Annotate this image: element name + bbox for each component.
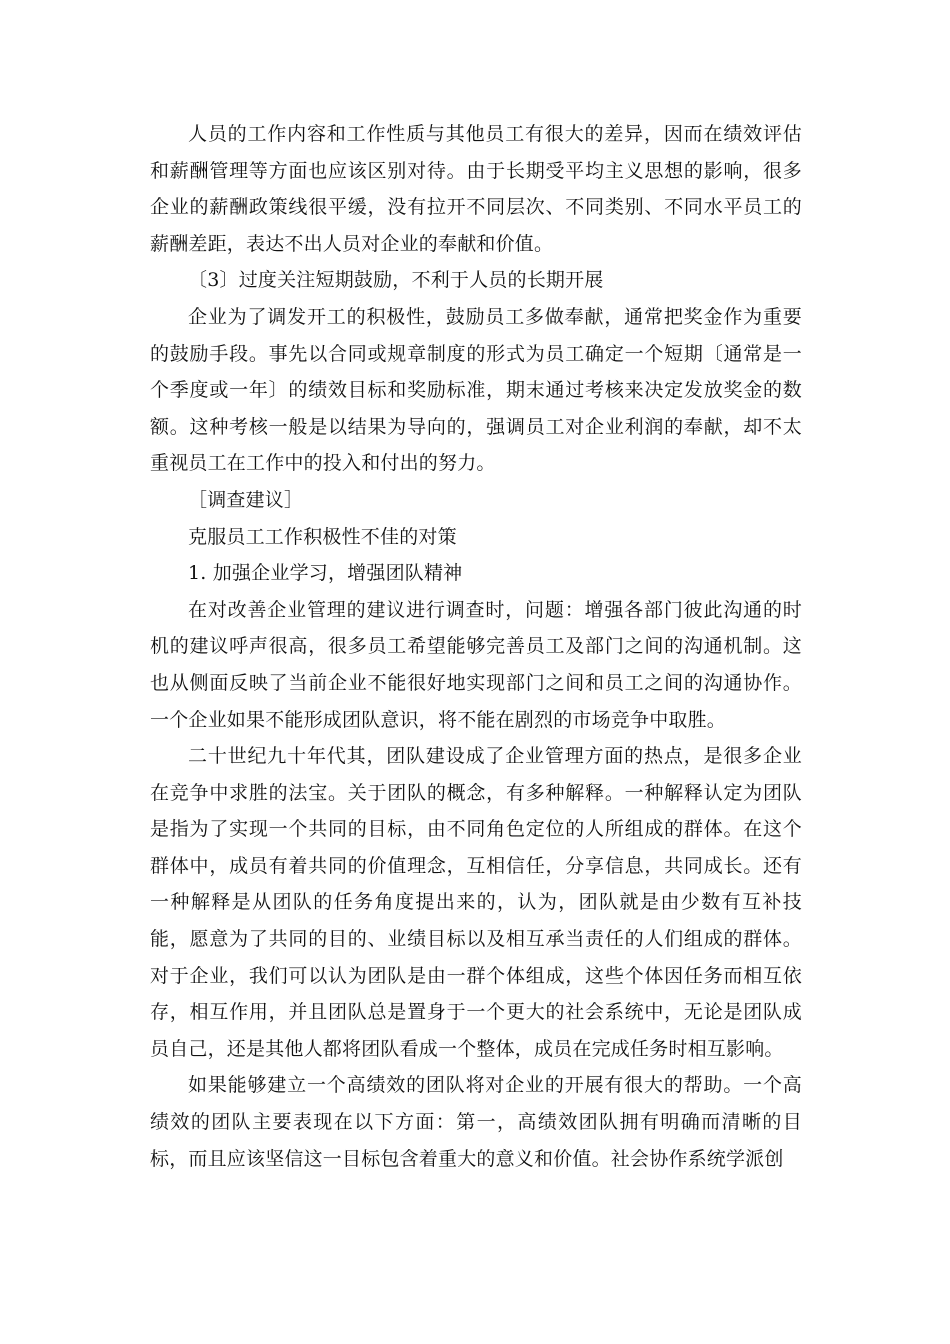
paragraph-bonus-incentive: 企业为了调发开工的积极性，鼓励员工多做奉献，通常把奖金作为重要的鼓励手段。事先以合同或规章制度的形式为员工确定一个短期〔通常是一个季度或一年〕的绩效目标和奖励标准，期末通过考核来决定发放奖金的数额。这种考核一般是以结果为导向的，强调员工对企业利润的奉献，却不太重视员工在工作中的投入和付出的努力。 [150,305,802,475]
paragraph-high-performance-team: 如果能够建立一个高绩效的团队将对企业的开展有很大的帮助。一个高绩效的团队主要表现在以下方面：第一，高绩效团队拥有明确而清晰的目标，而且应该坚信这一目标包含着重大的意义和价值。社会协作系统学派创 [150,1074,802,1170]
subheading-short-term-incentive: 〔3〕过度关注短期鼓励，不利于人员的长期开展 [188,269,604,292]
paragraph-communication-survey: 在对改善企业管理的建议进行调查时，问题：增强各部门彼此沟通的时机的建议呼声很高，很多员工希望能够完善员工及部门之间的沟通机制。这也从侧面反映了当前企业不能很好地实现部门之间和员工之间的沟通协作。一个企业如果不能形成团队意识，将不能在剧烈的市场竞争中取胜。 [150,598,802,731]
section-heading-survey-suggestions: ［调查建议］ [188,488,304,511]
paragraph-team-concept: 二十世纪九十年代其，团队建设成了企业管理方面的热点，是很多企业在竞争中求胜的法宝。关于团队的概念，有多种解释。一种解释认定为团队是指为了实现一个共同的目标，由不同角色定位的人所组成的群体。在这个群体中，成员有着共同的价值理念，互相信任，分享信息，共同成长。还有一种解释是从团队的任务角度提出来的，认为，团队就是由少数有互补技能，愿意为了共同的目的、业绩目标以及相互承当责任的人们组成的群体。对于企业，我们可以认为团队是由一群个体组成，这些个体因任务而相互依存，相互作用，并且团队总是置身于一个更大的社会系统中，无论是团队成员自己，还是其他人都将团队看成一个整体，成员在完成任务时相互影响。 [150,745,802,1060]
paragraph-compensation-differences: 人员的工作内容和工作性质与其他员工有很大的差异，因而在绩效评估和薪酬管理等方面也应该区别对待。由于长期受平均主义思想的影响，很多企业的薪酬政策线很平缓，没有拉开不同层次、不同类别、不同水平员工的薪酬差距，表达不出人员对企业的奉献和价值。 [150,123,802,255]
subheading-team-spirit: 1. 加强企业学习，增强团队精神 [188,562,463,585]
subheading-countermeasures: 克服员工工作积极性不佳的对策 [188,525,457,548]
document-page [150,116,802,1177]
